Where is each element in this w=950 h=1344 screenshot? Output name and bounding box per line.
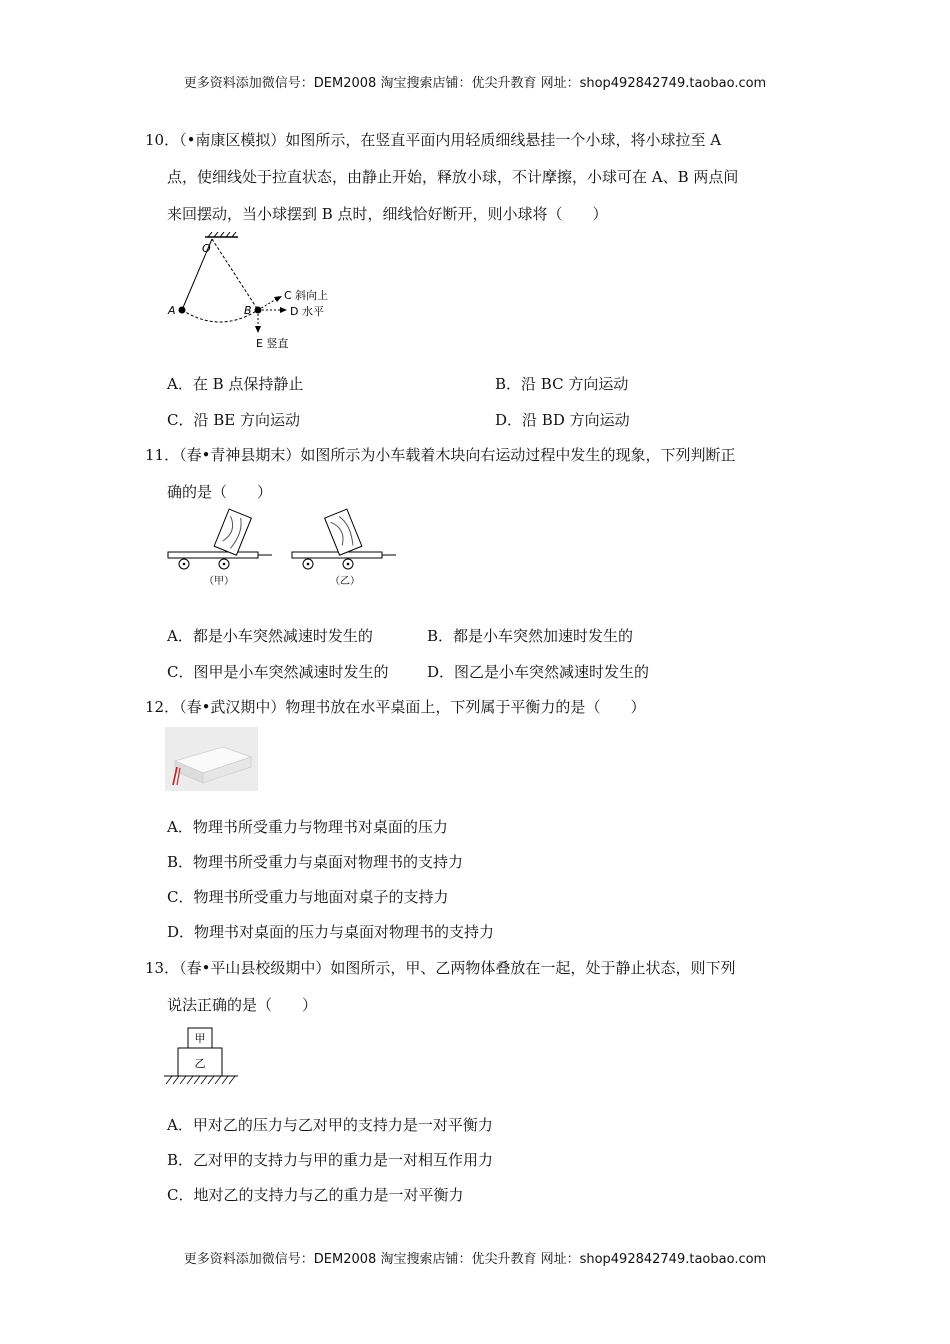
q12-line-1: 12．（春•武汉期中）物理书放在水平桌面上，下列属于平衡力的是（ ）	[145, 698, 646, 716]
q10-line-3: 来回摆动，当小球摆到 B 点时，细线恰好断开，则小球将（ ）	[167, 205, 608, 223]
q11-line-2: 确的是（ ）	[167, 483, 273, 501]
label-e: E 竖直	[256, 337, 289, 350]
q12-option-d[interactable]: D．物理书对桌面的压力与桌面对物理书的支持力	[167, 923, 495, 941]
label-b: B	[244, 304, 252, 317]
q13-option-c[interactable]: C．地对乙的支持力与乙的重力是一对平衡力	[167, 1186, 464, 1204]
label-c: C 斜向上	[284, 289, 329, 302]
q11-option-a[interactable]: A．都是小车突然减速时发生的	[167, 627, 373, 645]
q12-option-c[interactable]: C．物理书所受重力与地面对桌子的支持力	[167, 888, 449, 906]
q13-option-a[interactable]: A．甲对乙的压力与乙对甲的支持力是一对平衡力	[167, 1116, 493, 1134]
page-footer: 更多资料添加微信号：DEM2008 淘宝搜索店铺：优尖升教育 网址：shop492842749.taobao.com	[183, 1252, 767, 1267]
block-yi-label: 乙	[194, 1057, 206, 1070]
block-jia-label: 甲	[194, 1032, 206, 1045]
q10-option-d[interactable]: D．沿 BD 方向运动	[495, 411, 630, 429]
stacked-blocks-figure	[162, 1024, 240, 1088]
cart-figure	[164, 508, 404, 590]
label-d: D 水平	[290, 305, 324, 318]
caption-yi: （乙）	[330, 576, 360, 587]
q13-option-b[interactable]: B．乙对甲的支持力与甲的重力是一对相互作用力	[167, 1151, 494, 1169]
q12-option-a[interactable]: A．物理书所受重力与物理书对桌面的压力	[167, 818, 448, 836]
q13-line-1: 13．（春•平山县校级期中）如图所示，甲、乙两物体叠放在一起，处于静止状态，则下列	[145, 959, 736, 977]
book-image	[165, 727, 258, 791]
q10-option-c[interactable]: C．沿 BE 方向运动	[167, 411, 300, 429]
q10-line-1: 10．（•南康区模拟）如图所示，在竖直平面内用轻质细线悬挂一个小球，将小球拉至 A	[145, 131, 722, 149]
q12-option-b[interactable]: B．物理书所受重力与桌面对物理书的支持力	[167, 853, 464, 871]
label-o: O	[202, 242, 211, 255]
q11-option-d[interactable]: D．图乙是小车突然减速时发生的	[427, 663, 650, 681]
q10-line-2: 点，使细线处于拉直状态，由静止开始，释放小球，不计摩擦，小球可在 A、B 两点间	[167, 168, 739, 186]
pendulum-figure	[160, 232, 350, 357]
caption-jia: （甲）	[204, 576, 234, 587]
q10-option-b[interactable]: B．沿 BC 方向运动	[495, 375, 629, 393]
q10-option-a[interactable]: A．在 B 点保持静止	[167, 375, 304, 393]
page-header: 更多资料添加微信号：DEM2008 淘宝搜索店铺：优尖升教育 网址：shop492842749.taobao.com	[183, 76, 767, 91]
label-a: A	[168, 304, 176, 317]
q11-option-c[interactable]: C．图甲是小车突然减速时发生的	[167, 663, 389, 681]
q11-option-b[interactable]: B．都是小车突然加速时发生的	[427, 627, 634, 645]
q11-line-1: 11．（春•青神县期末）如图所示为小车载着木块向右运动过程中发生的现象，下列判断正	[145, 446, 736, 464]
q13-line-2: 说法正确的是（ ）	[167, 996, 318, 1014]
